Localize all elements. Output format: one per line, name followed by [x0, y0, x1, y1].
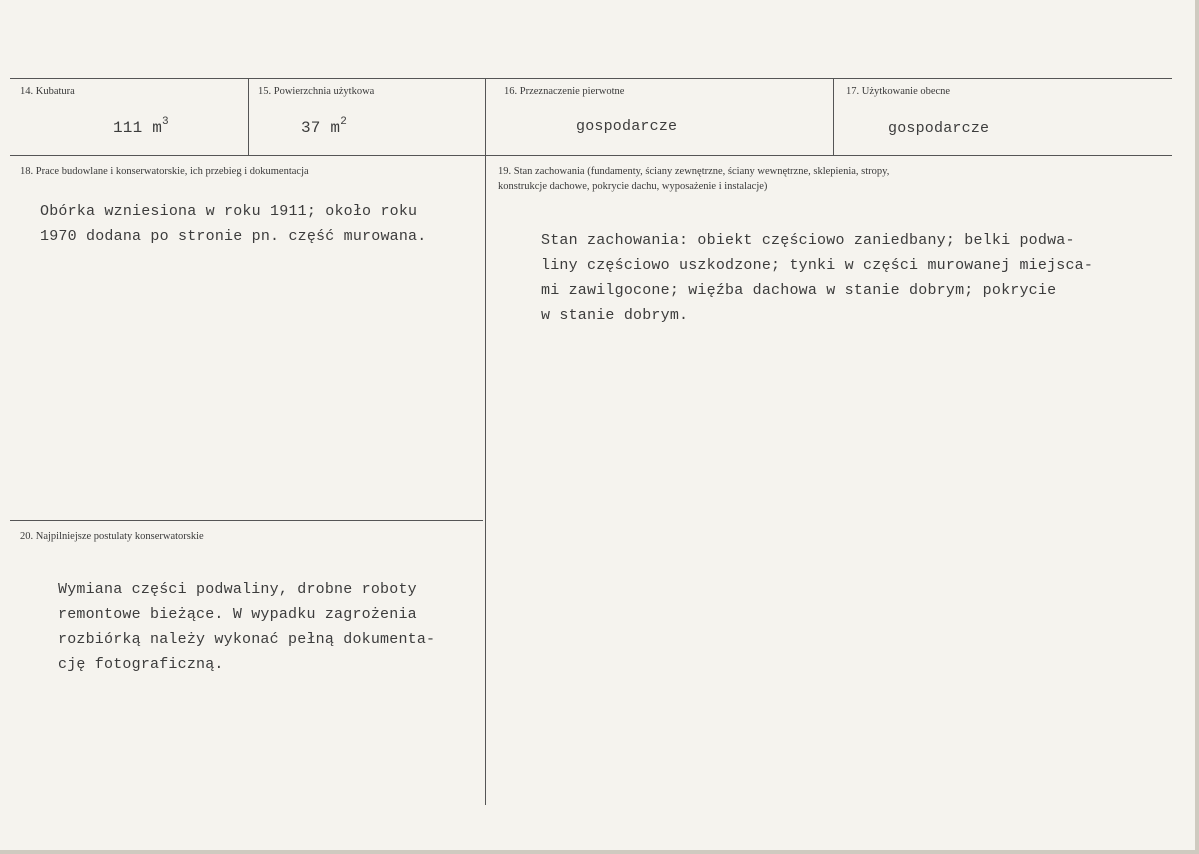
- field-14-value: 111 $m^3$: [113, 116, 169, 137]
- field-14-superscript: 3: [162, 116, 169, 128]
- field-15-value: 37 $m^2$: [301, 116, 348, 137]
- col-rule-3: [833, 78, 834, 155]
- field-20-line-1: Wymiana części podwaliny, drobne roboty: [58, 581, 417, 598]
- field-17-value: gospodarcze: [888, 120, 990, 137]
- field-16-value: gospodarcze: [576, 118, 678, 135]
- field-19-label-line-2: konstrukcje dachowe, pokrycie dachu, wyposażenie i instalacje): [498, 181, 768, 192]
- col-rule-2: [485, 78, 486, 805]
- row-rule-2: [10, 520, 483, 521]
- field-14-label: 14. Kubatura: [20, 86, 75, 97]
- field-15-superscript: 2: [340, 116, 348, 128]
- field-20-line-4: cję fotograficzną.: [58, 656, 224, 673]
- field-19-label-line-1: 19. Stan zachowania (fundamenty, ściany zewnętrzne, ściany wewnętrzne, sklepienia, stropy,: [498, 166, 890, 177]
- field-15-label: 15. Powierzchnia użytkowa: [258, 86, 375, 97]
- field-19-line-1: Stan zachowania: obiekt częściowo zaniedbany; belki podwa-: [541, 232, 1075, 249]
- row-rule-1: [10, 155, 1172, 156]
- field-18-line-2: 1970 dodana po stronie pn. część murowana.: [40, 228, 427, 245]
- field-20-line-3: rozbiórką należy wykonać pełną dokumenta-: [58, 631, 436, 648]
- field-19-line-3: mi zawilgocone; więźba dachowa w stanie dobrym; pokrycie: [541, 282, 1057, 299]
- card-edge-bottom: [0, 850, 1199, 854]
- field-19-line-4: w stanie dobrym.: [541, 307, 689, 324]
- field-19-line-2: liny częściowo uszkodzone; tynki w części murowanej miejsca-: [541, 257, 1094, 274]
- card-edge-right: [1195, 0, 1199, 854]
- field-18-line-1: Obórka wzniesiona w roku 1911; około roku: [40, 203, 418, 220]
- col-rule-1: [248, 78, 249, 155]
- top-rule: [10, 78, 1172, 79]
- field-16-label: 16. Przeznaczenie pierwotne: [504, 86, 625, 97]
- field-20-line-2: remontowe bieżące. W wypadku zagrożenia: [58, 606, 417, 623]
- field-18-label: 18. Prace budowlane i konserwatorskie, ich przebieg i dokumentacja: [20, 166, 309, 177]
- field-17-label: 17. Użytkowanie obecne: [846, 86, 951, 97]
- field-20-label: 20. Najpilniejsze postulaty konserwatorskie: [20, 531, 204, 542]
